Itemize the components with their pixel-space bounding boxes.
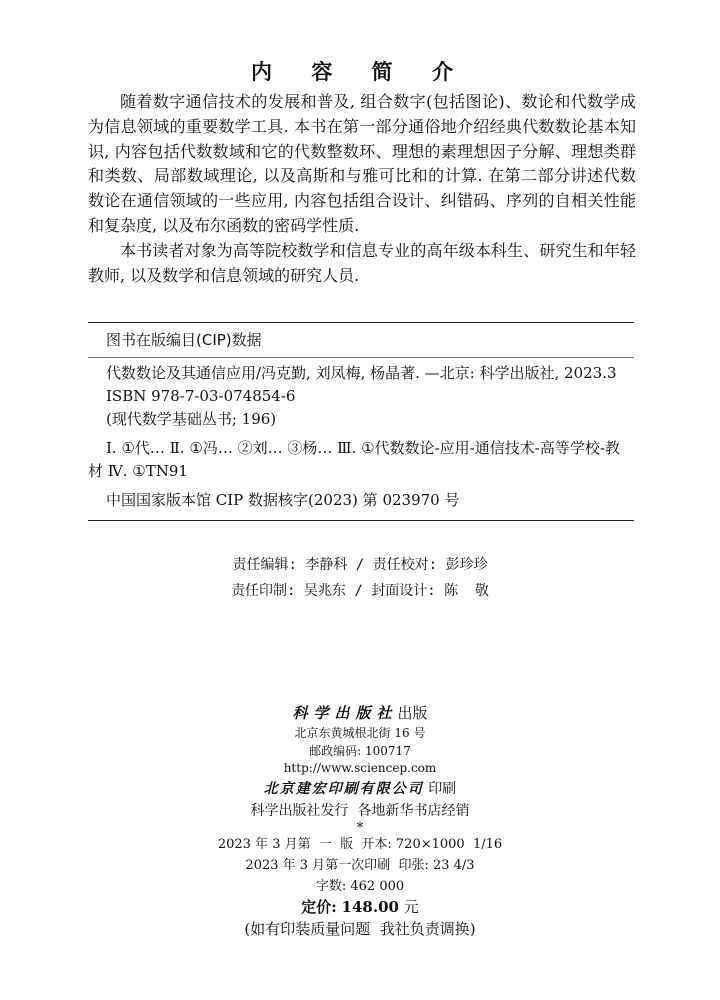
edition-line: 2023 年 3 月第 一 版 开本: 720×1000 1/16 (217, 836, 503, 852)
word-count: 字数: 462 000 (315, 878, 405, 894)
price-label: 定价: (301, 897, 337, 916)
publisher-address: 北京东黄城根北街 16 号 (294, 726, 426, 740)
cip-heading: 图书在版编目(CIP)数据 (106, 331, 262, 349)
cip-verification: 中国国家版本馆 CIP 数据核字(2023) 第 023970 号 (106, 491, 460, 509)
cip-divider (88, 357, 634, 358)
distribution-line: 科学出版社发行 各地新华书店经销 (250, 802, 470, 819)
credits-editor-line: 责任编辑: 李静科 / 责任校对: 彭珍珍 (232, 557, 488, 573)
separator-star: * (356, 819, 364, 836)
print-suffix: 印刷 (428, 780, 457, 797)
book-introduction (88, 90, 636, 288)
printing-line: 2023 年 3 月第一次印刷 印张: 23 4/3 (245, 857, 475, 873)
cip-data-block (88, 322, 634, 521)
price-value: 148.00 (341, 897, 399, 916)
price-line (0, 897, 720, 918)
printer-name: 北京建宏印刷有限公司 (263, 780, 424, 797)
printer-line (0, 778, 720, 800)
publish-suffix: 出版 (397, 704, 428, 722)
cip-subjects: Ⅰ. ①代… Ⅱ. ①冯… ②刘… ③杨… Ⅲ. ①代数数论-应用-通信技术-高等学校-教材 Ⅳ. ①TN91 (88, 439, 620, 480)
cip-series: (现代数学基础丛书; 196) (106, 410, 277, 428)
intro-paragraph-2: 本书读者对象为高等院校数学和信息专业的高年级本科生、研究生和年轻教师, 以及数学和信息领域的研究人员. (88, 240, 636, 285)
publisher-name: 科学出版社 (292, 704, 398, 722)
imprint-block (0, 701, 720, 940)
credits-print-line: 责任印制: 吴兆东 / 封面设计: 陈 敬 (231, 583, 489, 599)
price-unit: 元 (403, 897, 419, 916)
cip-record: 代数数论及其通信应用/冯克勤, 刘凤梅, 杨晶著. —北京: 科学出版社, 2023.3 (106, 364, 617, 382)
publisher-line (0, 701, 720, 725)
responsibility-credits (0, 552, 720, 604)
page-title: 内 容 简 介 (251, 60, 469, 84)
cip-isbn: ISBN 978-7-03-074854-6 (106, 387, 296, 405)
publisher-postcode: 邮政编码: 100717 (309, 743, 411, 758)
intro-paragraph-1: 随着数字通信技术的发展和普及, 组合数字(包括图论)、数论和代数学成为信息领域的重要数学工具. 本书在第一部分通俗地介绍经典代数数论基本知识, 内容包括代数数域和它的代数整数环、理想的素理想因子分解、理想类群和类数、局部数域理论, 以及高斯和与雅可比和的计算. 在第二部分讲述代数数论在通信领域的一些应用, 内容包括组合设计、纠错码、序列的自相关性能和复杂度, 以及布尔函数的密码学性质. (88, 92, 636, 235)
publisher-url: http://www.sciencep.com (283, 761, 437, 775)
quality-notice: (如有印装质量问题 我社负责调换) (244, 919, 476, 938)
